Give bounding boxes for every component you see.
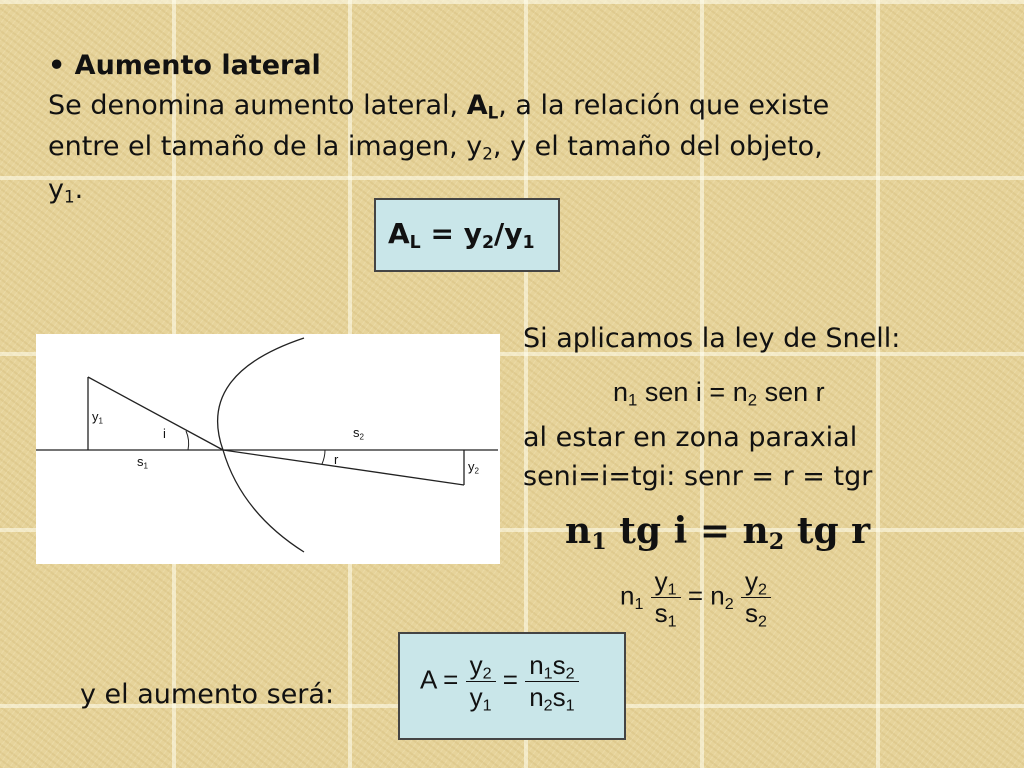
bullet: • [48, 50, 66, 81]
fraction-y2-s2: $\frac{y_2}{s_2}$ [741, 566, 771, 629]
section-heading [48, 52, 321, 79]
angle-r-arc [322, 450, 325, 464]
label-y2: $y_2$ [468, 459, 479, 476]
label-i: i [163, 426, 166, 441]
refraction-diagram [36, 334, 500, 564]
fraction-y2-y1: $\frac{y_2}{y_1}$ [466, 650, 496, 713]
result-formula-box [398, 632, 626, 740]
snell-tangent-equation: $n_1$ tg $i = n_2$ tg r [565, 510, 871, 556]
label-s1: $s_1$ [137, 454, 148, 471]
diagram-svg [36, 334, 500, 564]
definition-line-3: $y_1$. [48, 174, 84, 207]
definition-line-2: entre el tamaño de la imagen, $y_2$, y el tamaño del objeto, [48, 131, 823, 164]
fraction-n1s2-n2s1: $\frac{n_1s_2}{n_2s_1}$ [525, 650, 578, 713]
heading-title: Aumento lateral [74, 50, 321, 81]
angle-i-arc [186, 431, 189, 450]
definition-line-1: Se denomina aumento lateral, $A_L$, a la relación que existe [48, 90, 830, 123]
al-formula-box [374, 198, 560, 272]
approx-text: seni=i=tgi: senr = r = tgr [523, 461, 873, 492]
refracted-ray [223, 450, 464, 485]
snell-intro: Si aplicamos la ley de Snell: [523, 323, 901, 354]
label-r: r [334, 452, 339, 467]
result-formula: A = $\frac{y_2}{y_1}$ = $\frac{n_1s_2}{n_2s_1}$ [420, 650, 579, 713]
spherical-surface [218, 338, 304, 552]
paraxial-text: al estar en zona paraxial [523, 422, 858, 453]
al-symbol: $A_L$ [466, 90, 499, 123]
al-formula: $A_L = y_2/y_1$ [388, 217, 535, 253]
snell-equation: $n_1$ sen $i = n_2$ sen r [613, 377, 825, 410]
label-s2: $s_2$ [353, 425, 364, 442]
fraction-y1-s1: $\frac{y_1}{s_1}$ [651, 566, 681, 629]
result-lead: y el aumento será: [80, 679, 335, 710]
ratio-equation: $n_1$ $\frac{y_1}{s_1}$ = $n_2$ $\frac{y_2}{s_2}$ [620, 566, 771, 629]
label-y1: $y_1$ [92, 409, 103, 426]
incident-ray [88, 377, 223, 450]
